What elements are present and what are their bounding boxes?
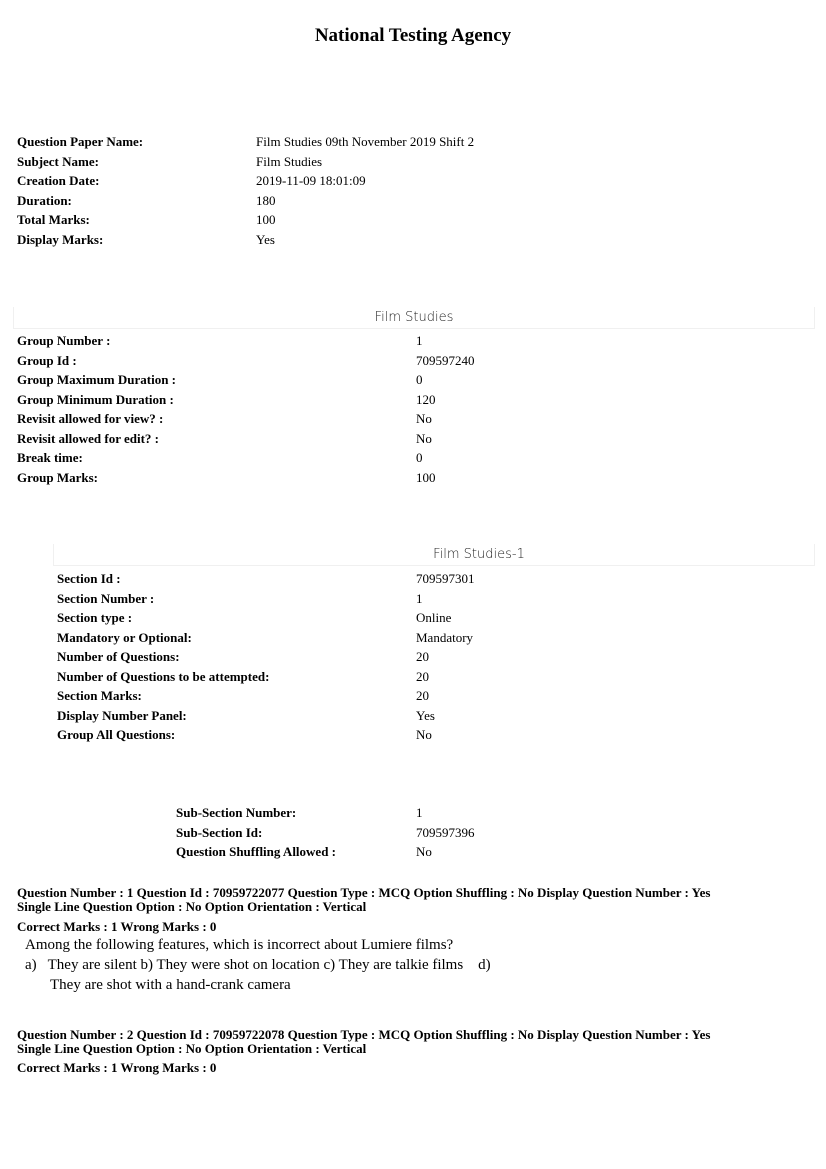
field-label: Break time:	[17, 450, 83, 465]
field-label: Group Marks:	[17, 470, 99, 485]
document-title: National Testing Agency	[314, 25, 512, 46]
field-label: Section Id :	[57, 571, 121, 586]
field-label: Group Minimum Duration :	[17, 392, 174, 407]
field-value: 709597301	[416, 571, 475, 586]
field-value: 709597240	[416, 353, 475, 368]
field-value: 2019-11-09 18:01:09	[256, 173, 366, 188]
field-value: 100	[256, 212, 276, 227]
field-label: Section Number :	[57, 591, 155, 606]
field-label: Question Paper Name:	[17, 134, 144, 149]
field-value: No	[416, 431, 432, 446]
field-label: Sub-Section Number:	[176, 805, 297, 820]
field-label: Display Marks:	[17, 232, 104, 247]
question-marks: Correct Marks : 1 Wrong Marks : 0	[17, 1060, 217, 1075]
field-label: Group Maximum Duration :	[17, 372, 177, 387]
question-meta-2: Single Line Question Option : No Option Orientation : Vertical	[17, 899, 367, 914]
field-value: No	[416, 844, 432, 859]
field-value: No	[416, 727, 432, 742]
field-value: 120	[416, 392, 436, 407]
field-value: 1	[416, 591, 423, 606]
field-label: Question Shuffling Allowed :	[176, 844, 337, 859]
field-label: Group All Questions:	[57, 727, 176, 742]
field-label: Group Number :	[17, 333, 111, 348]
field-value: 100	[416, 470, 436, 485]
field-value: 20	[416, 649, 429, 664]
field-label: Sub-Section Id:	[176, 825, 263, 840]
question-option-d: They are shot with a hand-crank camera	[50, 977, 291, 993]
question-marks: Correct Marks : 1 Wrong Marks : 0	[17, 919, 217, 934]
question-options: a) They are silent b) They were shot on location c) They are talkie films d)	[25, 957, 491, 973]
field-label: Subject Name:	[17, 154, 99, 169]
field-value: Film Studies	[256, 154, 323, 169]
field-label: Section type :	[57, 610, 133, 625]
field-value: 1	[416, 333, 423, 348]
field-label: Creation Date:	[17, 173, 100, 188]
field-value: 0	[416, 450, 423, 465]
group-title: Film Studies	[13, 307, 815, 329]
field-label: Total Marks:	[17, 212, 90, 227]
field-value: 709597396	[416, 825, 475, 840]
field-value: 0	[416, 372, 423, 387]
question-meta: Question Number : 2 Question Id : 70959722078 Question Type : MCQ Option Shuffling : No Display Question Number : Yes	[17, 1027, 711, 1042]
field-value: Film Studies 09th November 2019 Shift 2	[256, 134, 475, 149]
field-value: Yes	[256, 232, 275, 247]
field-value: 20	[416, 669, 429, 684]
field-value: 180	[256, 193, 276, 208]
field-label: Revisit allowed for edit? :	[17, 431, 160, 446]
field-value: Mandatory	[416, 630, 474, 645]
question-meta-2: Single Line Question Option : No Option Orientation : Vertical	[17, 1041, 367, 1056]
field-value: 20	[416, 688, 429, 703]
field-label: Number of Questions to be attempted:	[57, 669, 270, 684]
section-title-text: Film Studies-1	[433, 547, 525, 562]
field-label: Section Marks:	[57, 688, 142, 703]
field-value: No	[416, 411, 432, 426]
field-label: Revisit allowed for view? :	[17, 411, 164, 426]
field-label: Display Number Panel:	[57, 708, 187, 723]
question-text: Among the following features, which is incorrect about Lumiere films?	[25, 937, 454, 953]
field-label: Duration:	[17, 193, 72, 208]
question-meta: Question Number : 1 Question Id : 70959722077 Question Type : MCQ Option Shuffling : No Display Question Number : Yes	[17, 885, 711, 900]
field-value: 1	[416, 805, 423, 820]
field-value: Online	[416, 610, 452, 625]
field-label: Number of Questions:	[57, 649, 180, 664]
field-label: Group Id :	[17, 353, 77, 368]
field-value: Yes	[416, 708, 435, 723]
field-label: Mandatory or Optional:	[57, 630, 192, 645]
section-title	[53, 544, 815, 566]
